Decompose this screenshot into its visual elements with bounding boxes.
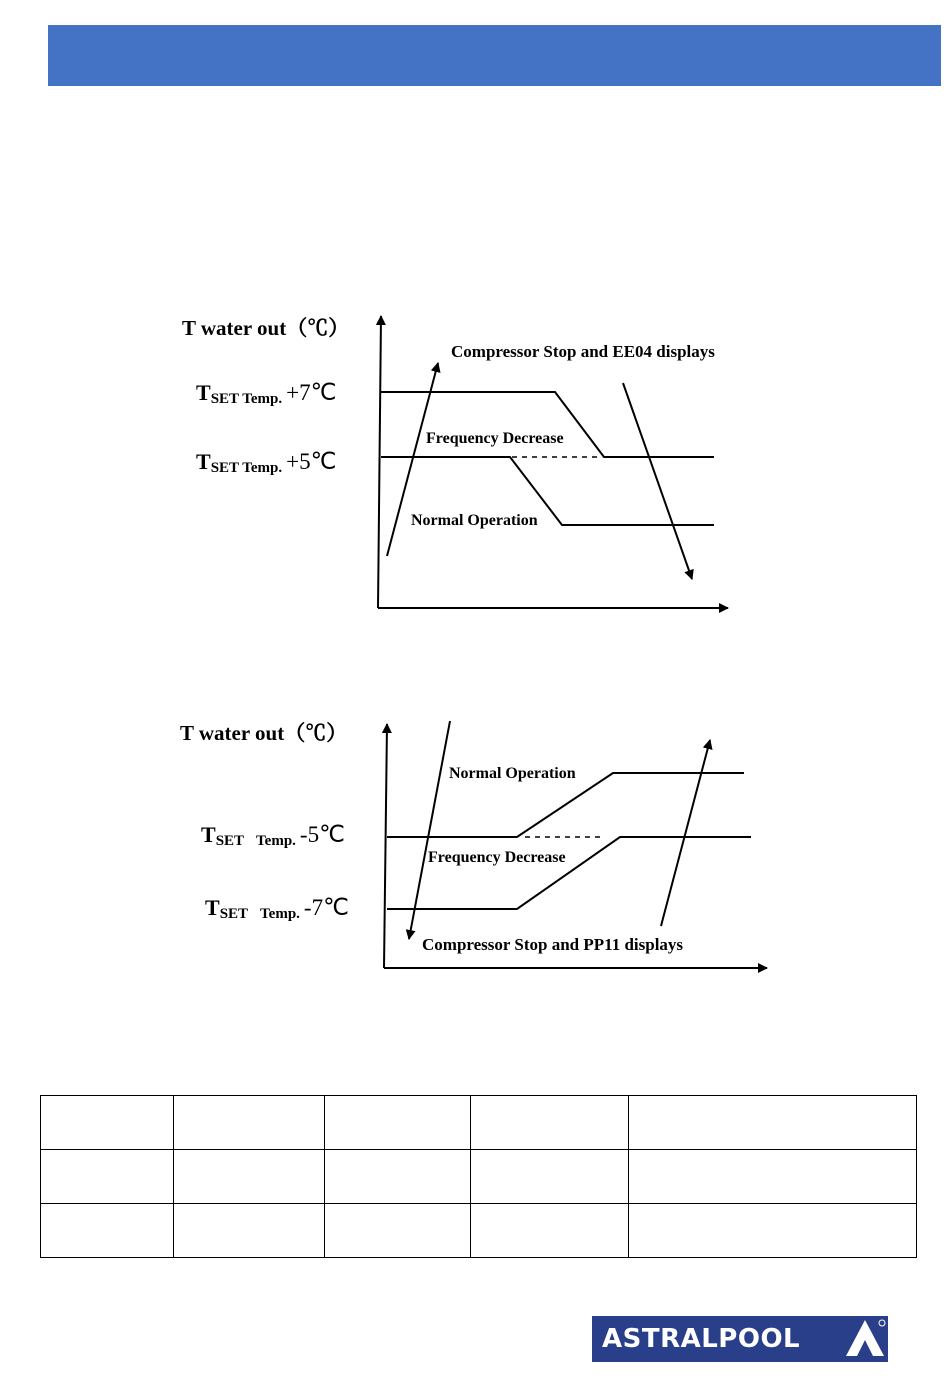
falling-arrow <box>623 383 692 579</box>
normal-operation-line <box>387 773 744 837</box>
table-cell <box>174 1204 325 1258</box>
y-axis <box>378 316 381 608</box>
table-cell <box>41 1204 174 1258</box>
falling-arrow <box>409 721 450 939</box>
table-cell <box>325 1096 471 1150</box>
frequency-decrease-line <box>387 837 751 909</box>
note-compressor-stop: Compressor Stop and EE04 displays <box>451 342 715 361</box>
table-cell <box>41 1150 174 1204</box>
y-axis-title: T water out（℃） <box>180 721 348 745</box>
note-frequency-decrease: Frequency Decrease <box>428 849 566 866</box>
table-cell <box>174 1096 325 1150</box>
level-high-label: TSET Temp. +7℃ <box>196 380 337 407</box>
table-cell <box>629 1150 917 1204</box>
table-row <box>41 1204 917 1258</box>
compressor-stop-line <box>381 392 714 457</box>
rising-arrow <box>661 740 710 926</box>
note-compressor-stop: Compressor Stop and PP11 displays <box>422 935 684 954</box>
header-bar <box>48 25 941 86</box>
table-cell <box>629 1096 917 1150</box>
astralpool-logo <box>592 1316 888 1362</box>
table-cell <box>471 1204 629 1258</box>
table-cell <box>471 1150 629 1204</box>
table-row <box>41 1150 917 1204</box>
note-frequency-decrease: Frequency Decrease <box>426 430 564 447</box>
diagram-low-temp <box>0 710 950 990</box>
level-low-label: TSET Temp. -7℃ <box>205 895 349 922</box>
table-cell <box>41 1096 174 1150</box>
empty-table <box>40 1095 917 1258</box>
y-axis <box>384 724 387 968</box>
table-cell <box>471 1096 629 1150</box>
logo-text: ASTRALPOOL <box>602 1324 801 1354</box>
y-axis-title: T water out（℃） <box>182 316 350 340</box>
table-cell <box>325 1204 471 1258</box>
table-row <box>41 1096 917 1150</box>
table-cell <box>174 1150 325 1204</box>
note-normal-operation: Normal Operation <box>449 765 576 782</box>
level-high-label: TSET Temp. -5℃ <box>201 822 345 849</box>
logo-emblem-icon <box>842 1316 888 1362</box>
table-cell <box>629 1204 917 1258</box>
note-normal-operation: Normal Operation <box>411 512 538 529</box>
diagram-high-temp <box>0 300 950 630</box>
level-low-label: TSET Temp. +5℃ <box>196 449 337 476</box>
table-cell <box>325 1150 471 1204</box>
